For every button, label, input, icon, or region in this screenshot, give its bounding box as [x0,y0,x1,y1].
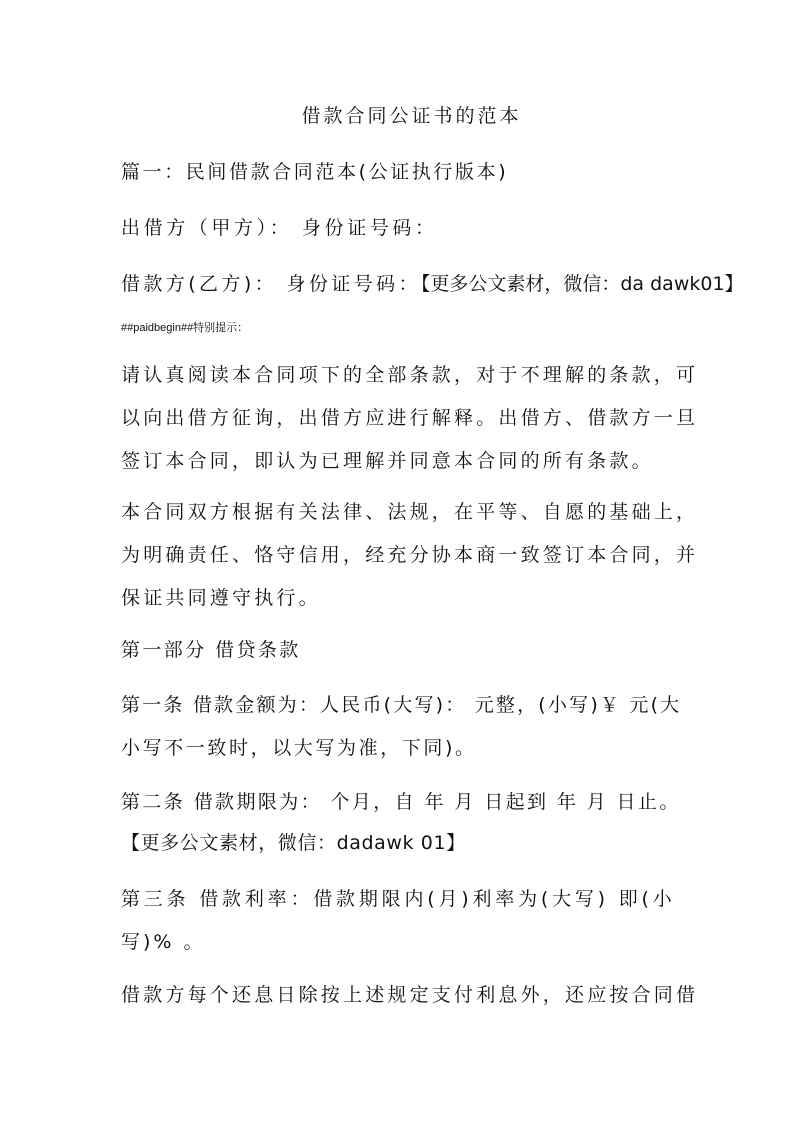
paragraph-line: 本合同双方根据有关法律、法规，在平等、自愿的基础上， [121,501,699,523]
paragraph-line: 请认真阅读本合同项下的全部条款，对于不理解的条款，可 [121,364,699,386]
paragraph-line: 以向出借方征询，出借方应进行解释。出借方、借款方一旦 [121,407,699,429]
borrower-id-label: 借款方(乙方)： 身份证号码： [121,273,421,295]
document-title: 借款合同公证书的范本 [301,105,522,127]
article-one-line: 第一条 借款金额为：人民币(大写)： 元整，(小写)￥ 元(大 [121,694,682,716]
promo-note: 【更多公文素材，微信：da dawk01】 [420,273,744,295]
paragraph-line: 为明确责任、恪守信用，经充分协本商一致签订本合同，并 [121,544,699,566]
article-one-line: 小写不一致时，以大写为准，下同)。 [121,737,477,759]
borrower-id-line [121,272,744,296]
lender-id-line: 出借方（甲方）： 身份证号码： [121,217,438,239]
paragraph-line: 保证共同遵守执行。 [121,587,321,609]
article-three-line: 写)% 。 [121,931,206,953]
part-one-heading: 第一部分 借贷条款 [121,639,301,661]
special-notice-marker: ##paidbegin##特别提示： [121,322,249,334]
promo-note: 【更多公文素材，微信：dadawk 01】 [121,832,466,854]
paragraph-line: 签订本合同，即认为已理解并同意本合同的所有条款。 [121,450,654,472]
article-three-line: 第三条 借款利率：借款期限内(月)利率为(大写) 即(小 [121,888,676,910]
article-two-line: 第二条 借款期限为： 个月，自 年 月 日起到 年 月 日止。 [121,791,681,813]
section-heading-part-one: 篇一：民间借款合同范本(公证执行版本) [121,161,509,183]
paragraph-line: 借款方每个还息日除按上述规定支付利息外，还应按合同借 [121,984,699,1006]
